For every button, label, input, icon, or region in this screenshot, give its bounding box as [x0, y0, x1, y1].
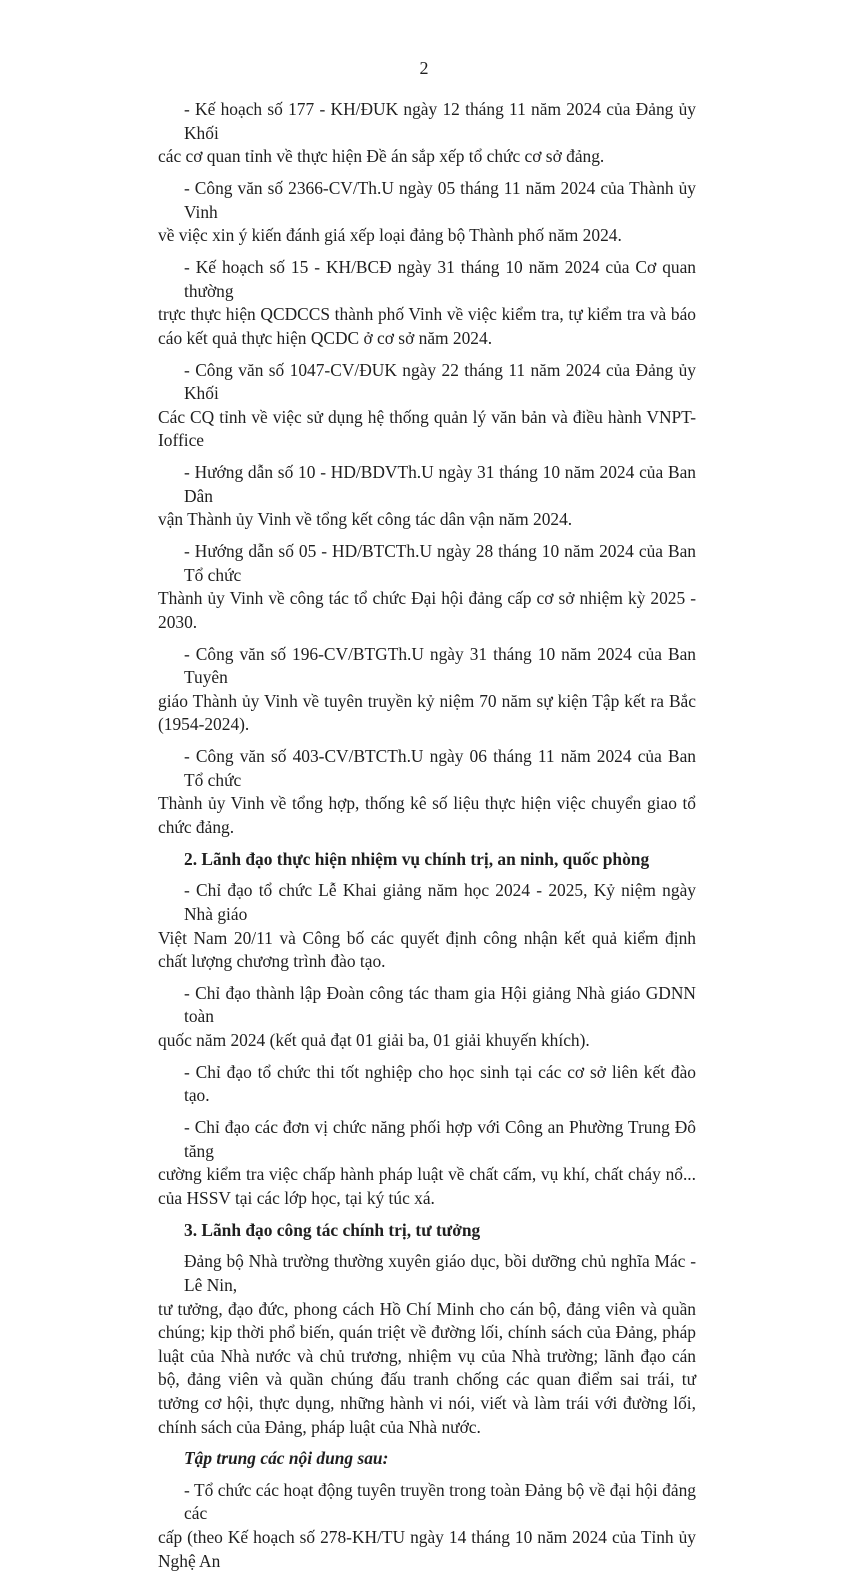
list-item-first-line: - Công văn số 1047-CV/ĐUK ngày 22 tháng 11 năm 2024 của Đảng ủy Khối [184, 359, 696, 404]
list-item [158, 643, 696, 737]
list-item-rest: cường kiểm tra việc chấp hành pháp luật về chất cấm, vụ khí, chất cháy nổ... của HSSV tại các lớp học, tại ký túc xá. [158, 1164, 696, 1208]
list-item [158, 461, 696, 532]
list-item-rest: về việc xin ý kiến đánh giá xếp loại đảng bộ Thành phố năm 2024. [158, 225, 622, 246]
subheading [158, 1447, 696, 1471]
list-item [158, 879, 696, 973]
list-item-rest: Thành ủy Vinh về tổng hợp, thống kê số liệu thực hiện việc chuyển giao tổ chức đảng. [158, 793, 696, 837]
body-paragraph-rest: tư tưởng, đạo đức, phong cách Hồ Chí Minh cho cán bộ, đảng viên và quần chúng; kịp thời phổ biến, quán triệt về đường lối, chính sách của Đảng, pháp luật của Nhà nước và chủ trương, nhiệm vụ của Nhà trường; lãnh đạo cán bộ, đảng viên và quần chúng đấu tranh chống các quan điểm sai trái, tư tưởng cơ hội, thực dụng, những hành vi nói, viết và làm trái với đường lối, chính sách của Đảng, pháp luật của Nhà nước. [158, 1298, 696, 1437]
list-item-first-line: - Tổ chức các hoạt động tuyên truyền trong toàn Đảng bộ về đại hội đảng các [184, 1479, 696, 1524]
list-item-first-line: - Công văn số 403-CV/BTCTh.U ngày 06 tháng 11 năm 2024 của Ban Tổ chức [184, 746, 696, 790]
document-body [158, 98, 696, 1581]
list-item [158, 256, 696, 350]
list-item-first-line: - Chỉ đạo thành lập Đoàn công tác tham gia Hội giảng Nhà giáo GDNN toàn [184, 982, 696, 1027]
list-item-rest: trực thực hiện QCDCCS thành phố Vinh về việc kiểm tra, tự kiểm tra và báo cáo kết quả thực hiện QCDC ở cơ sở năm 2024. [158, 304, 696, 348]
section-heading-text: 2. Lãnh đạo thực hiện nhiệm vụ chính trị, an ninh, quốc phòng [184, 848, 650, 869]
list-item-first-line: - Công văn số 2366-CV/Th.U ngày 05 tháng 11 năm 2024 của Thành ủy Vinh [184, 177, 696, 222]
list-item [158, 1116, 696, 1210]
list-item-rest: cấp (theo Kế hoạch số 278-KH/TU ngày 14 tháng 10 năm 2024 của Tỉnh ủy Nghệ An [158, 1526, 696, 1571]
list-item-rest: giáo Thành ủy Vinh về tuyên truyền kỷ niệm 70 năm sự kiện Tập kết ra Bắc (1954-2024). [158, 690, 696, 735]
page-number: 2 [419, 58, 429, 78]
section-heading-text: 3. Lãnh đạo công tác chính trị, tư tưởng [184, 1219, 481, 1240]
list-item [158, 1061, 696, 1108]
list-item-first-line: - Hướng dẫn số 10 - HD/BDVTh.U ngày 31 tháng 10 năm 2024 của Ban Dân [184, 462, 696, 506]
list-item-first-line: - Kế hoạch số 177 - KH/ĐUK ngày 12 tháng 11 năm 2024 của Đảng ủy Khối [184, 99, 696, 143]
list-item-rest: các cơ quan tỉnh về thực hiện Đề án sắp xếp tổ chức cơ sở đảng. [158, 146, 605, 167]
list-item-rest: vận Thành ủy Vinh về tổng kết công tác dân vận năm 2024. [158, 509, 573, 530]
section-heading [158, 1219, 696, 1243]
list-item-first-line: - Hướng dẫn số 05 - HD/BTCTh.U ngày 28 tháng 10 năm 2024 của Ban Tổ chức [184, 541, 696, 585]
list-item [158, 1479, 696, 1573]
list-item-first-line: - Kế hoạch số 15 - KH/BCĐ ngày 31 tháng 10 năm 2024 của Cơ quan thường [184, 256, 696, 301]
list-item [158, 745, 696, 839]
list-item-first-line: - Chỉ đạo tổ chức thi tốt nghiệp cho học sinh tại các cơ sở liên kết đào tạo. [184, 1061, 696, 1106]
list-item [158, 98, 696, 169]
list-item [158, 540, 696, 634]
section-heading [158, 848, 696, 872]
subheading-text: Tập trung các nội dung sau: [184, 1448, 389, 1469]
list-item-rest: Các CQ tỉnh về việc sử dụng hệ thống quản lý văn bản và điều hành VNPT-Ioffice [158, 406, 696, 451]
list-item [158, 359, 696, 453]
list-item [158, 177, 696, 248]
body-paragraph-first-line: Đảng bộ Nhà trường thường xuyên giáo dục, bồi dưỡng chủ nghĩa Mác - Lê Nin, [184, 1251, 696, 1295]
list-item-rest: quốc năm 2024 (kết quả đạt 01 giải ba, 01 giải khuyến khích). [158, 1030, 590, 1051]
body-paragraph [158, 1250, 696, 1439]
list-item-first-line: - Công văn số 196-CV/BTGTh.U ngày 31 tháng 10 năm 2024 của Ban Tuyên [184, 643, 696, 688]
list-item-rest: Việt Nam 20/11 và Công bố các quyết định công nhận kết quả kiểm định chất lượng chương trình đào tạo. [158, 927, 696, 972]
list-item [158, 982, 696, 1053]
list-item-first-line: - Chỉ đạo các đơn vị chức năng phối hợp với Công an Phường Trung Đô tăng [184, 1117, 696, 1161]
list-item-rest: Thành ủy Vinh về công tác tổ chức Đại hội đảng cấp cơ sở nhiệm kỳ 2025 - 2030. [158, 588, 696, 632]
list-item-first-line: - Chỉ đạo tổ chức Lễ Khai giảng năm học 2024 - 2025, Kỷ niệm ngày Nhà giáo [184, 880, 696, 924]
